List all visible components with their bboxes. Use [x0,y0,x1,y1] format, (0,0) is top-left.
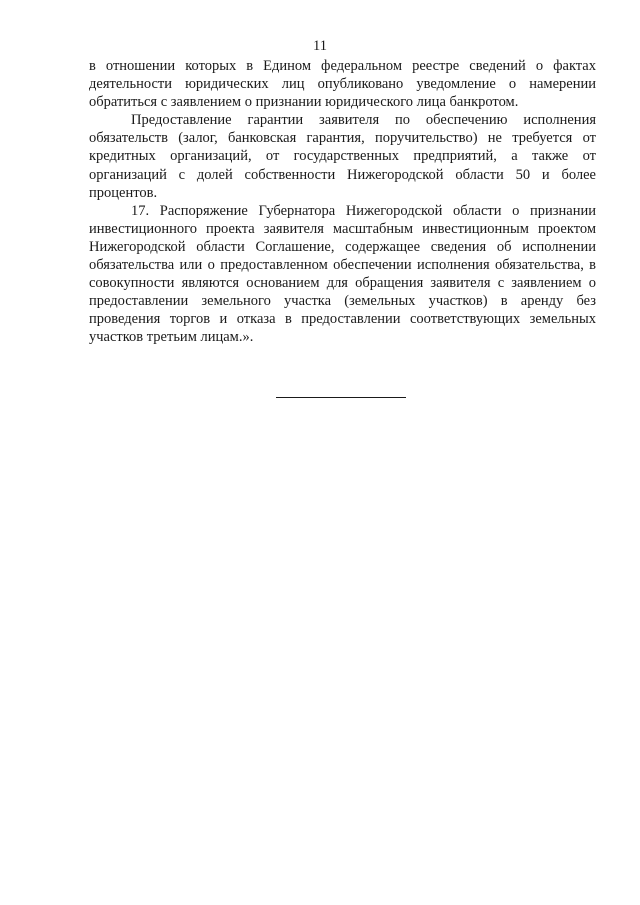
paragraph-continuation: в отношении которых в Едином федеральном реестре сведений о фактах деятельности юридических лиц опубликовано уведомление о намерении обратиться с заявлением о признании юридического лица банкротом. [89,58,596,111]
end-of-text-divider [276,397,406,398]
paragraph-item-17: 17. Распоряжение Губернатора Нижегородской области о признании инвестиционного проекта заявителя масштабным инвестиционным проектом Нижегородской области Соглашение, содержащее сведения об исполнении обязательства или о предоставленном обеспечении исполнения обязательства, в совокупности являются основанием для обращения заявителя с заявлением о предоставлении земельного участка (земельных участков) в аренду без проведения торгов и отказа в предоставлении соответствующих земельных участков третьим лицам.». [89,202,596,346]
paragraph-guarantee: Предоставление гарантии заявителя по обеспечению исполнения обязательств (залог, банковская гарантия, поручительство) не требуется от кредитных организаций, от государственных предприятий, а также от организаций с долей собственности Нижегородской области 50 и более процентов. [89,112,596,201]
page-number: 11 [313,38,327,54]
document-body [89,57,596,347]
